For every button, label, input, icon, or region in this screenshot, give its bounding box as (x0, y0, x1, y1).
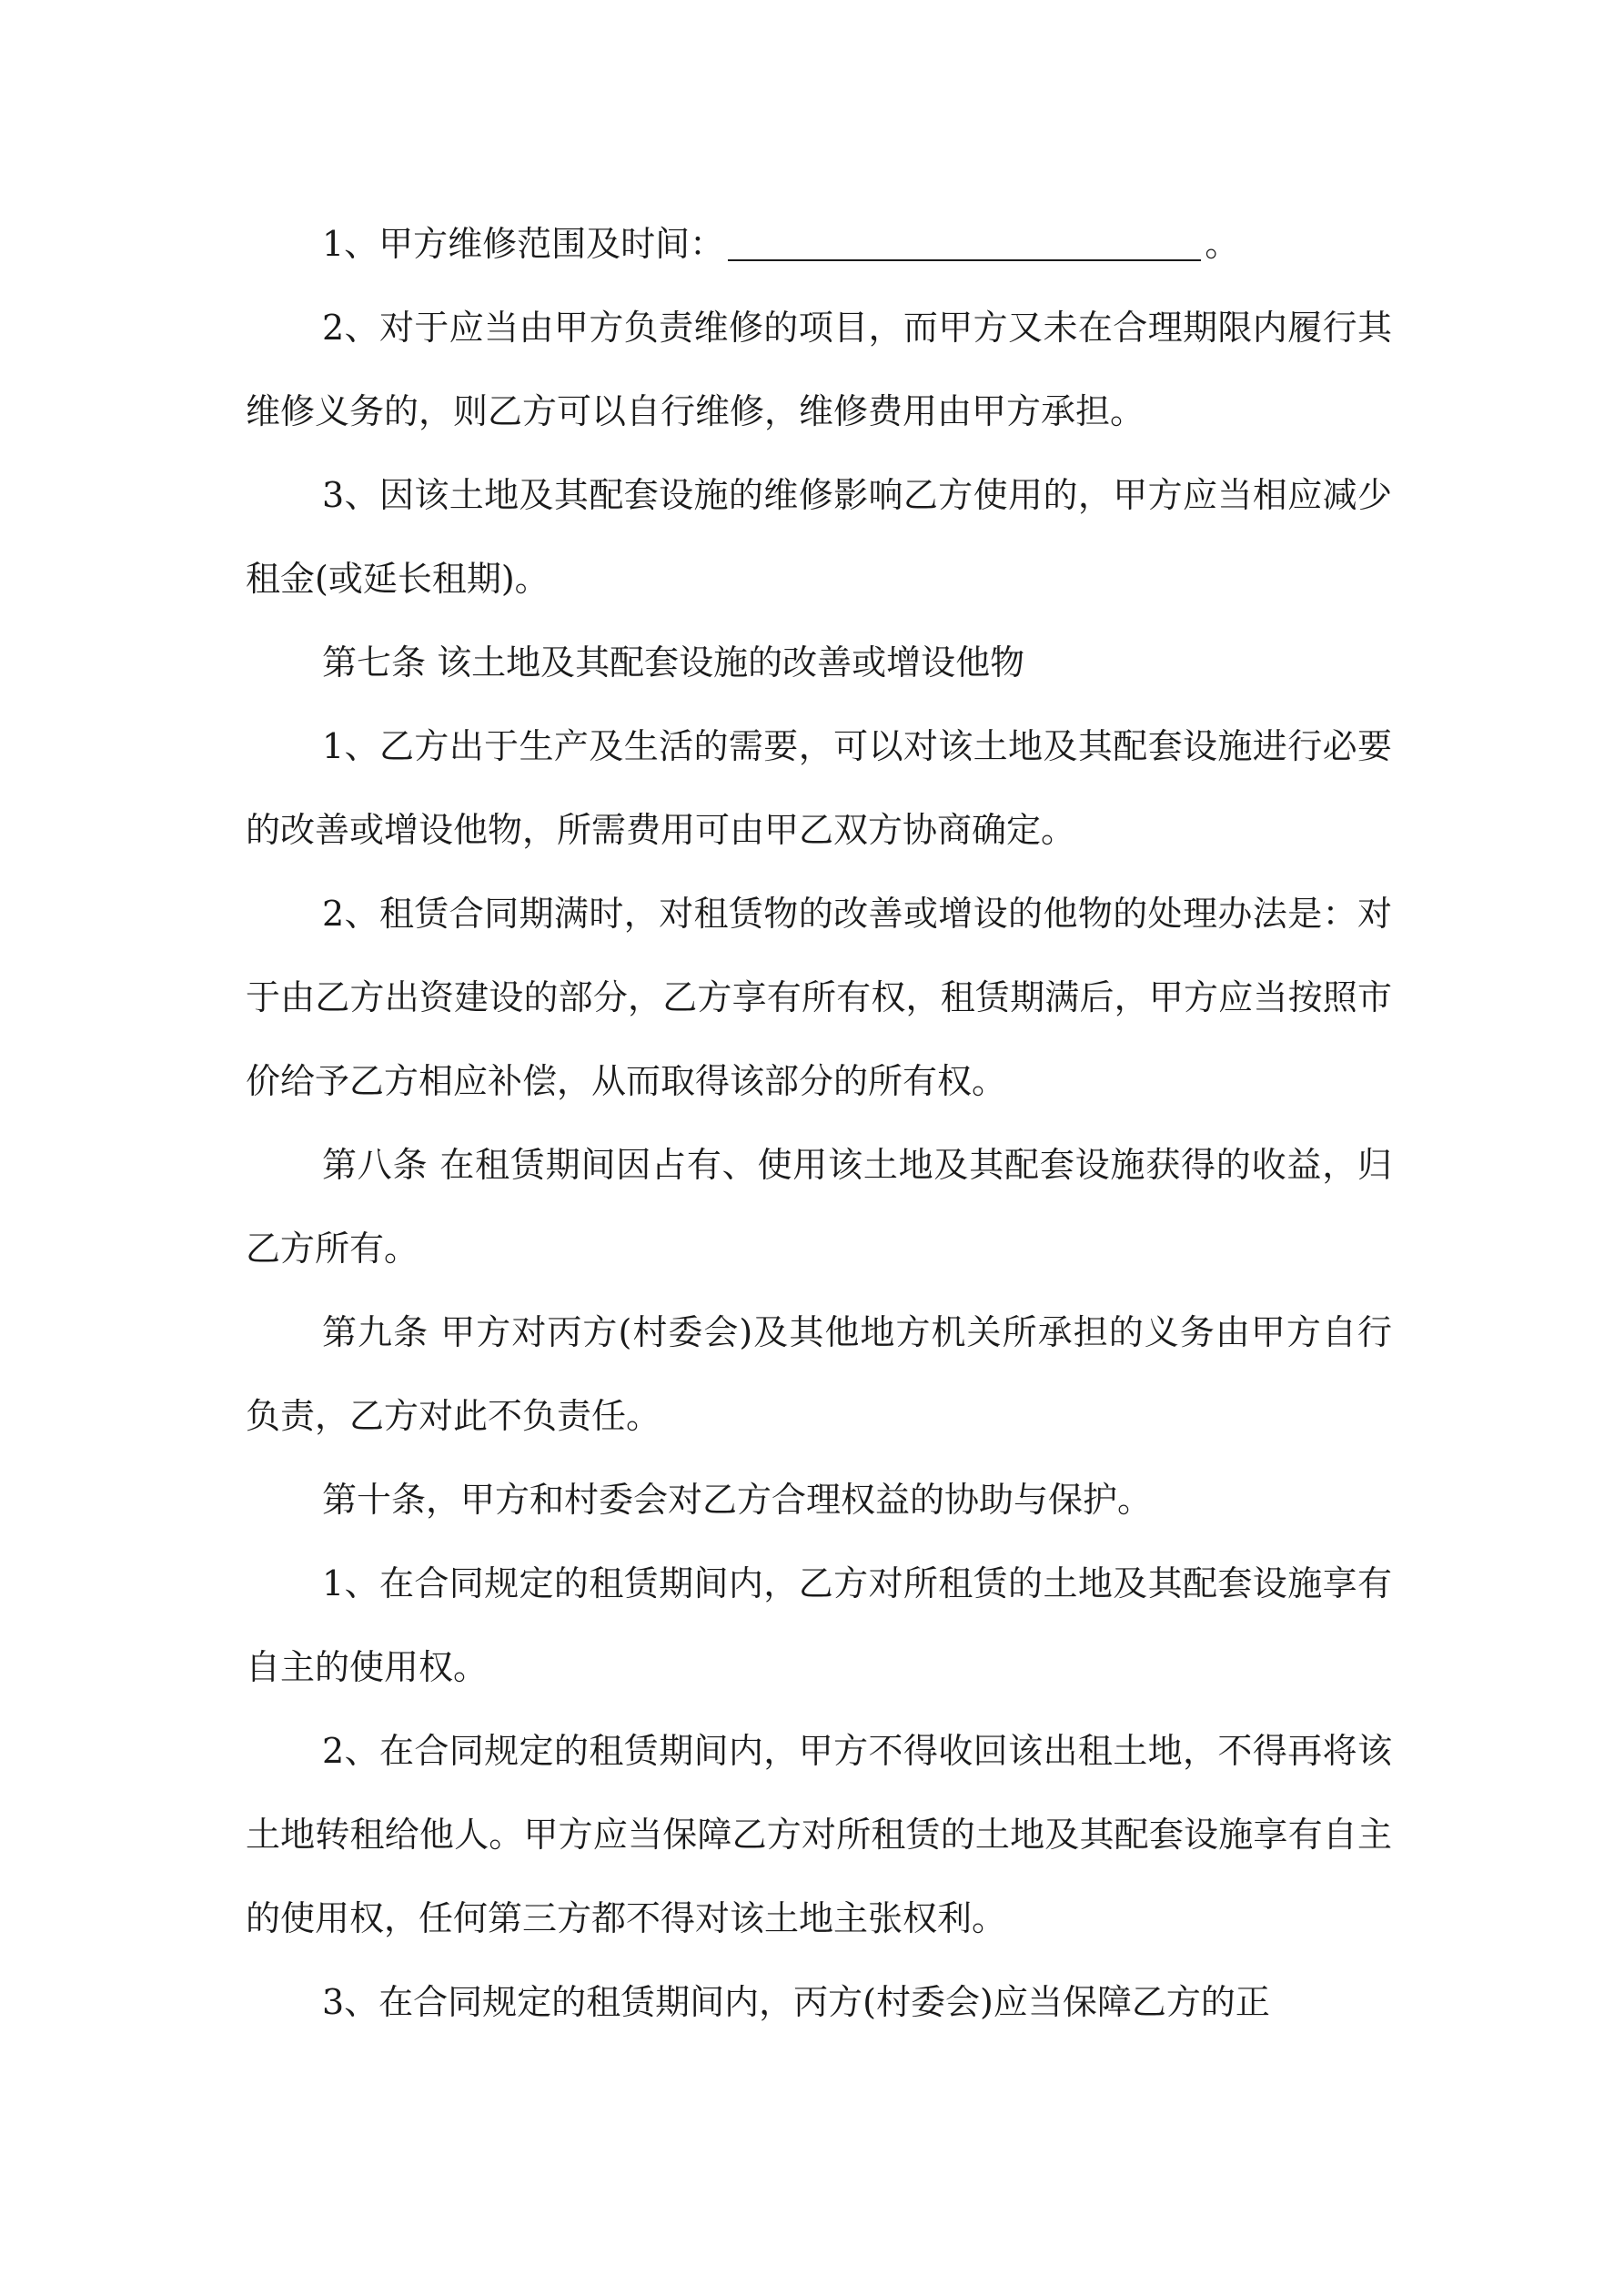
paragraph-no-recall: 2、在合同规定的租赁期间内，甲方不得收回该出租土地，不得再将该土地转租给他人。甲方应当保障乙方对所租赁的土地及其配套设施享有自主的使用权，任何第三方都不得对该土地主张权利。 (246, 1731, 1392, 1938)
document-page (246, 202, 1392, 2044)
paragraph-village-guarantee: 3、在合同规定的租赁期间内，丙方(村委会)应当保障乙方的正 (322, 1982, 1270, 2022)
paragraph-repair-scope (246, 202, 1392, 286)
article-8: 第八条 在租赁期间因占有、使用该土地及其配套设施获得的收益，归乙方所有。 (246, 1145, 1392, 1269)
paragraph-repair-obligation: 2、对于应当由甲方负责维修的项目，而甲方又未在合理期限内履行其维修义务的，则乙方可以自行维修，维修费用由甲方承担。 (246, 308, 1392, 431)
paragraph-use-right: 1、在合同规定的租赁期间内，乙方对所租赁的土地及其配套设施享有自主的使用权。 (246, 1563, 1392, 1687)
article-7-heading: 第七条 该土地及其配套设施的改善或增设他物 (322, 642, 1025, 683)
article-9: 第九条 甲方对丙方(村委会)及其他地方机关所承担的义务由甲方自行负责，乙方对此不负责任。 (246, 1312, 1392, 1436)
paragraph-rent-reduction: 3、因该土地及其配套设施的维修影响乙方使用的，甲方应当相应减少租金(或延长租期)。 (246, 475, 1392, 599)
paragraph-improvement-need: 1、乙方出于生产及生活的需要，可以对该土地及其配套设施进行必要的改善或增设他物，所需费用可由甲乙双方协商确定。 (246, 726, 1392, 850)
repair-scope-period: 。 (1205, 224, 1240, 264)
repair-scope-blank-line (728, 223, 1201, 261)
article-10-heading: 第十条，甲方和村委会对乙方合理权益的协助与保护。 (322, 1480, 1153, 1520)
repair-scope-label: 1、甲方维修范围及时间： (322, 224, 725, 264)
paragraph-improvement-expiry: 2、租赁合同期满时，对租赁物的改善或增设的他物的处理办法是：对于由乙方出资建设的部分，乙方享有所有权，租赁期满后，甲方应当按照市价给予乙方相应补偿，从而取得该部分的所有权。 (246, 894, 1392, 1101)
